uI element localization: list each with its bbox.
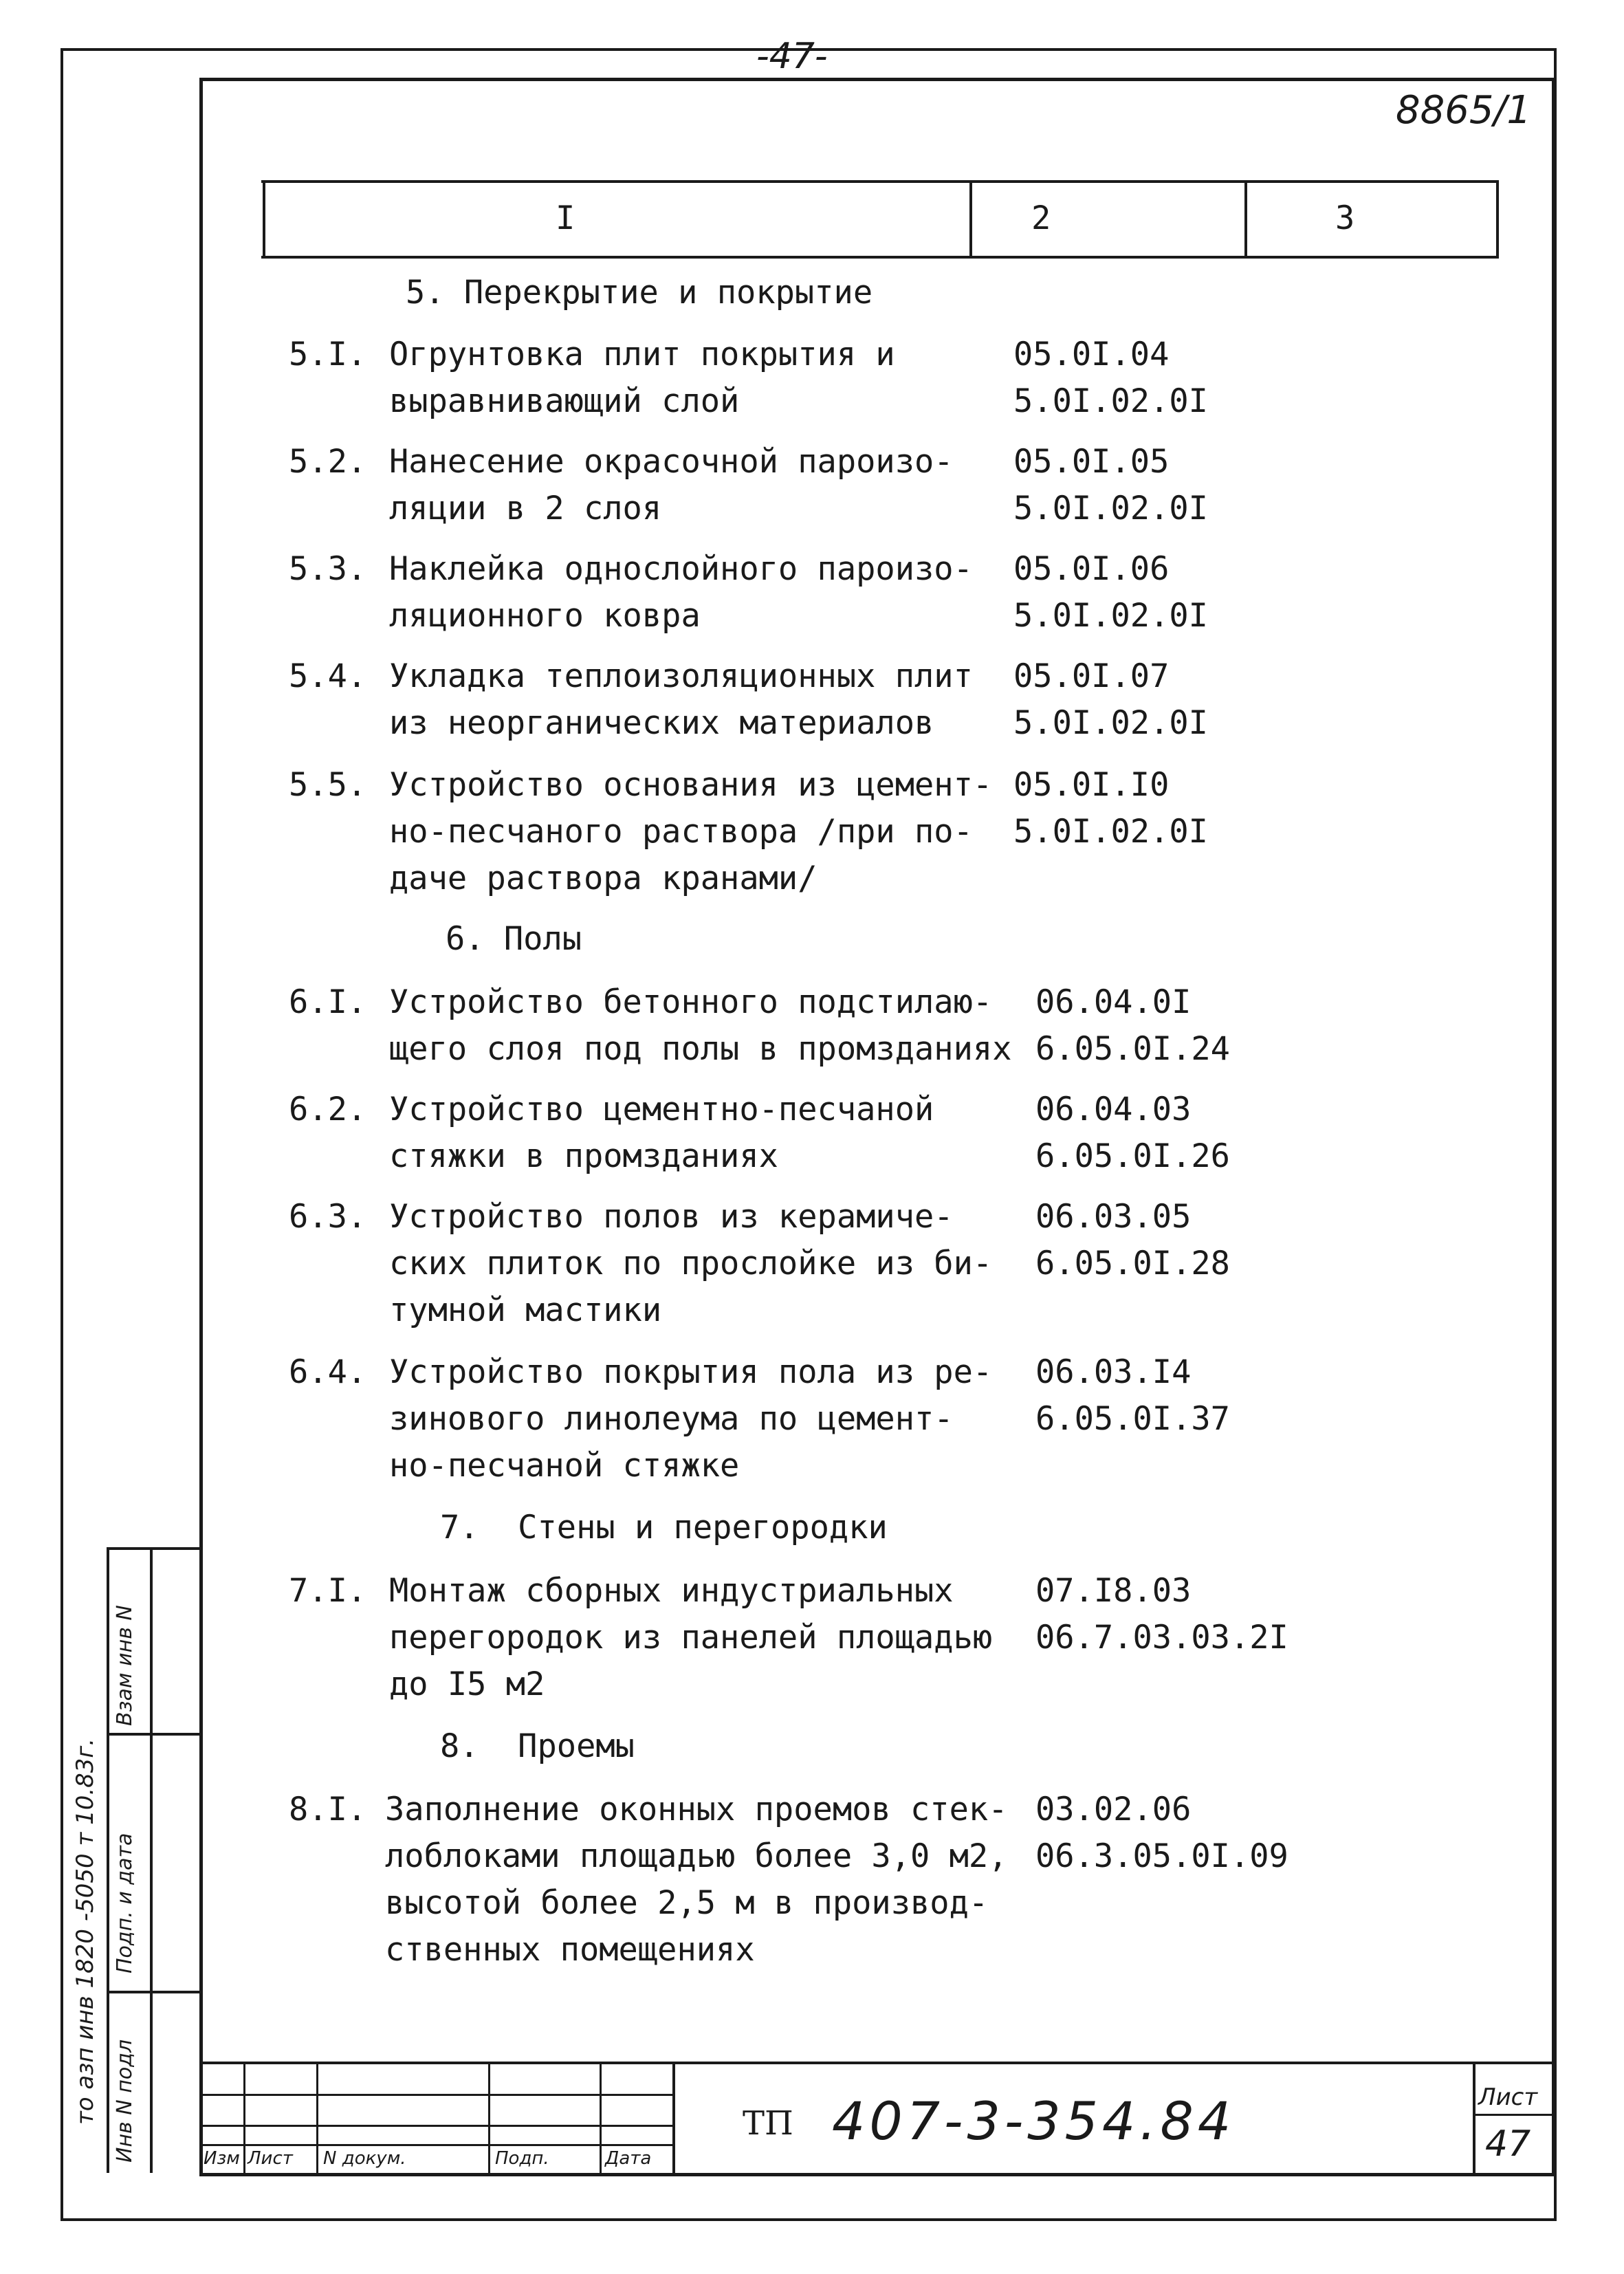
- table-header-col-1: I: [556, 199, 575, 237]
- item-code: 06.7.03.03.2I: [1035, 1619, 1288, 1657]
- title-block-row-line: [199, 2094, 674, 2096]
- item-text-line: Огрунтовка плит покрытия и: [389, 336, 895, 373]
- outer-frame-left: [61, 48, 63, 2221]
- item-text-line: Устройство основания из цемент-: [389, 766, 993, 804]
- title-block-col-line: [316, 2062, 318, 2175]
- item-text-line: Заполнение оконных проемов стек-: [385, 1791, 1008, 1828]
- title-block-top-line: [199, 2062, 1555, 2064]
- item-text-line: из неорганических материалов: [389, 704, 934, 742]
- side-stamp-mid-line: [150, 1547, 153, 2173]
- title-block-col-line: [243, 2062, 245, 2175]
- inner-frame-left: [199, 78, 203, 2175]
- title-block-label: Лист: [248, 2148, 293, 2169]
- document-number: 8865/1: [1396, 88, 1532, 133]
- item-code: 05.0I.05: [1013, 443, 1170, 481]
- item-text-line: ляционного ковра: [389, 597, 701, 635]
- table-header-sep-2: [1244, 183, 1247, 257]
- inner-frame-top: [201, 78, 1555, 81]
- item-text-line: щего слоя под полы в промзданиях: [389, 1030, 1012, 1068]
- item-text-line: Устройство бетонного подстилаю-: [389, 983, 993, 1021]
- item-text-line: до I5 м2: [389, 1665, 545, 1703]
- section-heading-7: 7. Стены и перегородки: [440, 1509, 888, 1546]
- title-block-label: Подп.: [495, 2148, 549, 2169]
- item-text-line: даче раствора кранами/: [389, 860, 818, 897]
- item-code: 5.0I.02.0I: [1013, 704, 1208, 742]
- item-text-line: но-песчаного раствора /при по-: [389, 813, 973, 851]
- section-heading-8: 8. Проемы: [440, 1727, 635, 1765]
- inner-frame-right: [1552, 78, 1555, 2175]
- side-stamp-label: Инв N подл: [113, 2039, 137, 2163]
- item-number: 6.3.: [289, 1198, 367, 1236]
- item-text-line: Нанесение окрасочной пароизо-: [389, 443, 954, 481]
- item-number: 5.2.: [289, 443, 367, 481]
- item-code: 06.03.I4: [1035, 1353, 1192, 1391]
- title-block-sheet-line: [1473, 2114, 1555, 2116]
- title-block-row-line: [199, 2125, 674, 2127]
- item-text-line: тумной мастики: [389, 1291, 662, 1329]
- table-header-col-2: 2: [1031, 199, 1051, 237]
- title-block-sheet-number: 47: [1485, 2123, 1531, 2165]
- item-code: 5.0I.02.0I: [1013, 597, 1208, 635]
- item-number: 5.4.: [289, 657, 367, 695]
- side-stamp-handwritten-note: то азп инв 1820 -5050 т 10.83г.: [72, 1738, 99, 2125]
- item-text-line: зинового линолеума по цемент-: [389, 1400, 954, 1438]
- item-code: 5.0I.02.0I: [1013, 490, 1208, 527]
- title-block-sheet-label: Лист: [1478, 2084, 1538, 2111]
- item-number: 7.I.: [289, 1572, 367, 1610]
- side-stamp-row-line: [107, 1733, 201, 1736]
- side-stamp-row-line: [107, 1547, 201, 1550]
- item-code: 6.05.0I.28: [1035, 1245, 1230, 1282]
- section-heading-6: 6. Полы: [446, 920, 582, 958]
- item-code: 6.05.0I.26: [1035, 1137, 1230, 1175]
- title-block-tp-label: ТП: [743, 2104, 793, 2143]
- item-code: 05.0I.04: [1013, 336, 1170, 373]
- item-text-line: Монтаж сборных индустриальных: [389, 1572, 954, 1610]
- table-header-bottom-line: [261, 256, 1499, 259]
- item-code: 5.0I.02.0I: [1013, 382, 1208, 420]
- outer-frame-bottom: [61, 2218, 1557, 2221]
- item-code: 07.I8.03: [1035, 1572, 1192, 1610]
- side-stamp-left-line: [107, 1547, 109, 2173]
- item-code: 06.04.03: [1035, 1091, 1192, 1128]
- item-number: 5.3.: [289, 550, 367, 588]
- table-header-col-3: 3: [1335, 199, 1355, 237]
- title-block-label: Изм: [204, 2148, 240, 2169]
- item-text-line: Наклейка однослойного пароизо-: [389, 550, 973, 588]
- item-number: 6.4.: [289, 1353, 367, 1391]
- title-block-col-line: [672, 2062, 675, 2175]
- page-number-top: -47-: [756, 36, 828, 77]
- item-number: 5.5.: [289, 766, 367, 804]
- item-code: 05.0I.07: [1013, 657, 1170, 695]
- side-stamp-row-line: [107, 1991, 201, 1993]
- item-code: 5.0I.02.0I: [1013, 813, 1208, 851]
- item-number: 6.2.: [289, 1091, 367, 1128]
- item-text-line: лоблоками площадью более 3,0 м2,: [385, 1837, 1008, 1875]
- item-number: 5.I.: [289, 336, 367, 373]
- table-header-left-line: [263, 183, 265, 257]
- item-text-line: высотой более 2,5 м в производ-: [385, 1884, 989, 1922]
- side-stamp-label: Взам инв N: [113, 1605, 137, 1726]
- item-text-line: но-песчаной стяжке: [389, 1447, 740, 1485]
- inner-frame-bottom: [199, 2173, 1555, 2176]
- item-code: 06.04.0I: [1035, 983, 1192, 1021]
- title-block-label: Дата: [605, 2148, 652, 2169]
- item-number: 8.I.: [289, 1791, 367, 1828]
- item-number: 6.I.: [289, 983, 367, 1021]
- item-code: 05.0I.06: [1013, 550, 1170, 588]
- side-stamp-label: Подп. и дата: [113, 1833, 137, 1974]
- table-header-top-line: [261, 180, 1499, 183]
- item-text-line: перегородок из панелей площадью: [389, 1619, 993, 1657]
- item-code: 06.3.05.0I.09: [1035, 1837, 1288, 1875]
- title-block-col-line: [488, 2062, 490, 2175]
- item-text-line: стяжки в промзданиях: [389, 1137, 778, 1175]
- item-text-line: ских плиток по прослойке из би-: [389, 1245, 993, 1282]
- item-text-line: ляции в 2 слоя: [389, 490, 662, 527]
- item-code: 6.05.0I.37: [1035, 1400, 1230, 1438]
- title-block-label: N докум.: [323, 2148, 406, 2169]
- section-heading-5: 5. Перекрытие и покрытие: [406, 274, 873, 311]
- table-header-right-line: [1496, 183, 1499, 257]
- item-code: 05.0I.I0: [1013, 766, 1170, 804]
- item-text-line: Укладка теплоизоляционных плит: [389, 657, 973, 695]
- title-block-col-line: [1473, 2062, 1475, 2175]
- item-text-line: Устройство покрытия пола из ре-: [389, 1353, 993, 1391]
- item-text-line: выравнивающий слой: [389, 382, 740, 420]
- item-code: 06.03.05: [1035, 1198, 1192, 1236]
- item-text-line: Устройство цементно-песчаной: [389, 1091, 934, 1128]
- title-block-row-line: [199, 2144, 674, 2146]
- title-block-designation: 407-3-354.84: [832, 2090, 1236, 2152]
- item-text-line: ственных помещениях: [385, 1931, 755, 1969]
- item-code: 03.02.06: [1035, 1791, 1192, 1828]
- item-text-line: Устройство полов из керамиче-: [389, 1198, 954, 1236]
- table-header-sep-1: [969, 183, 972, 257]
- title-block-col-line: [600, 2062, 602, 2175]
- item-code: 6.05.0I.24: [1035, 1030, 1230, 1068]
